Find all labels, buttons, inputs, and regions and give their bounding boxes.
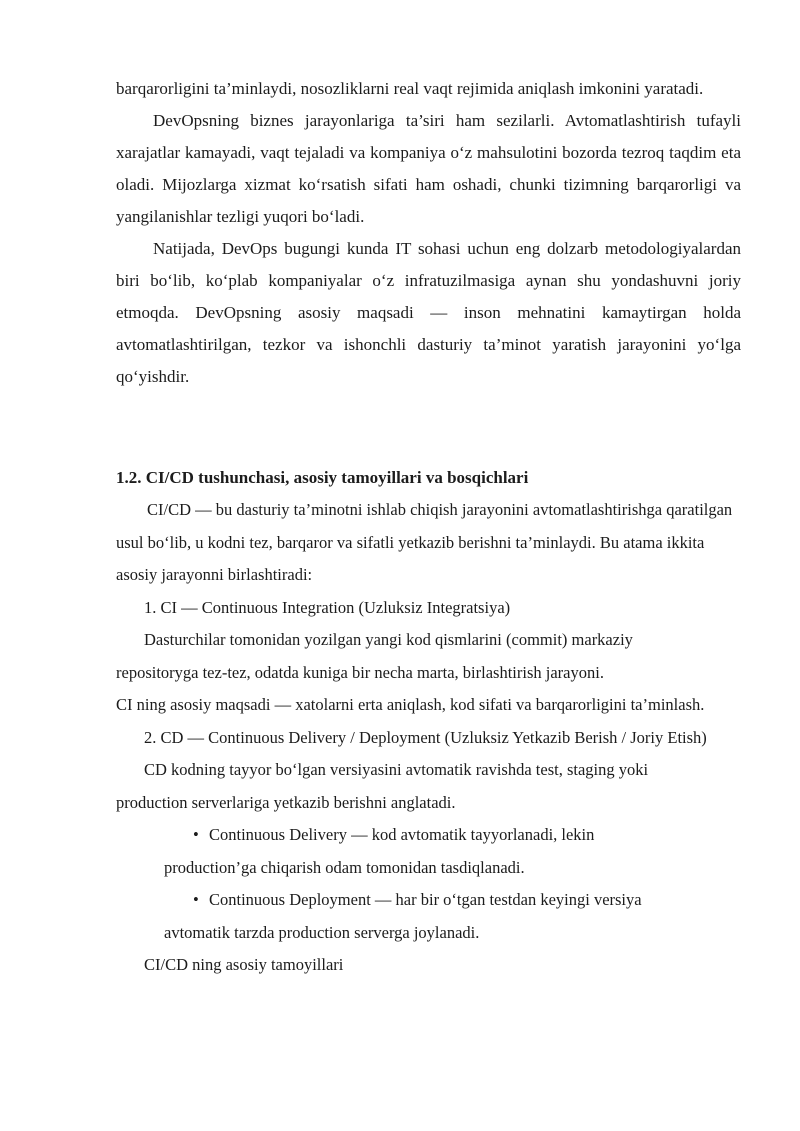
bullet-line: production’ga chiqarish odam tomonidan tasdiqlanadi.	[164, 857, 525, 877]
principles-title: CI/CD ning asosiy tamoyillari	[144, 955, 344, 974]
section-body	[116, 494, 756, 982]
intro-text-block	[116, 73, 741, 393]
list-item	[116, 884, 756, 949]
ci-description: Dasturchilar tomonidan yozilgan yangi kod qismlarini (commit) markaziy repositoryga tez-tez, odatda kuniga bir necha marta, birlashtirish jarayoni.	[116, 630, 633, 682]
cd-title: 2. CD — Continuous Delivery / Deployment (Uzluksiz Yetkazib Berish / Joriy Etish)	[144, 727, 707, 747]
cd-description: CD kodning tayyor bo‘lgan versiyasini avtomatik ravishda test, staging yoki production serverlariga yetkazib berishni anglatadi.	[116, 760, 649, 812]
paragraph-business-impact: DevOpsning biznes jarayonlariga ta’siri ham sezilarli. Avtomatlashtirish tufayli xarajatlar kamayadi, vaqt tejaladi va kompaniya o‘z mahsulotini bozorda tezroq taqdim eta oladi. Mijozlarga xizmat ko‘rsatish sifati ham oshadi, chunki tizimning barqarorligi va yangilanishlar tezligi yuqori bo‘ladi.	[116, 111, 741, 226]
bullet-icon: •	[193, 890, 199, 909]
section-heading: 1.2. CI/CD tushunchasi, asosiy tamoyillari va bosqichlari	[116, 468, 529, 487]
cicd-intro: CI/CD — bu dasturiy ta’minotni ishlab chiqish jarayonini avtomatlashtirishga qaratilgan usul bo‘lib, u kodni tez, barqaror va sifatli yetkazib berishni ta’minlaydi. Bu atama ikkita asosiy jarayonni birlashtiradi:	[116, 500, 733, 584]
paragraph-conclusion: Natijada, DevOps bugungi kunda IT sohasi uchun eng dolzarb metodologiyalardan biri bo‘lib, ko‘plab kompaniyalar o‘z infratuzilmasiga aynan shu yondashuvni joriy etmoqda. DevOpsning asosiy maqsadi — inson mehnatini kamaytirgan holda avtomatlashtirilgan, tezkor va ishonchli dasturiy ta’minot yaratish jarayonini yo‘lga qo‘yishdir.	[116, 239, 741, 386]
paragraph-continuation: barqarorligini ta’minlaydi, nosozliklarni real vaqt rejimida aniqlash imkonini yaratadi.	[116, 79, 704, 98]
bullet-line: avtomatik tarzda production serverga joylanadi.	[164, 922, 480, 942]
bullet-icon: •	[193, 825, 199, 844]
bullet-line: Continuous Delivery — kod avtomatik tayyorlanadi, lekin	[209, 825, 595, 844]
ci-goal: CI ning asosiy maqsadi — xatolarni erta aniqlash, kod sifati va barqarorligini ta’minlash.	[116, 695, 705, 714]
cd-types-list	[116, 819, 756, 949]
bullet-line: Continuous Deployment — har bir o‘tgan testdan keyingi versiya	[209, 890, 642, 909]
ci-title: 1. CI — Continuous Integration (Uzluksiz Integratsiya)	[144, 597, 511, 617]
list-item	[116, 819, 756, 884]
